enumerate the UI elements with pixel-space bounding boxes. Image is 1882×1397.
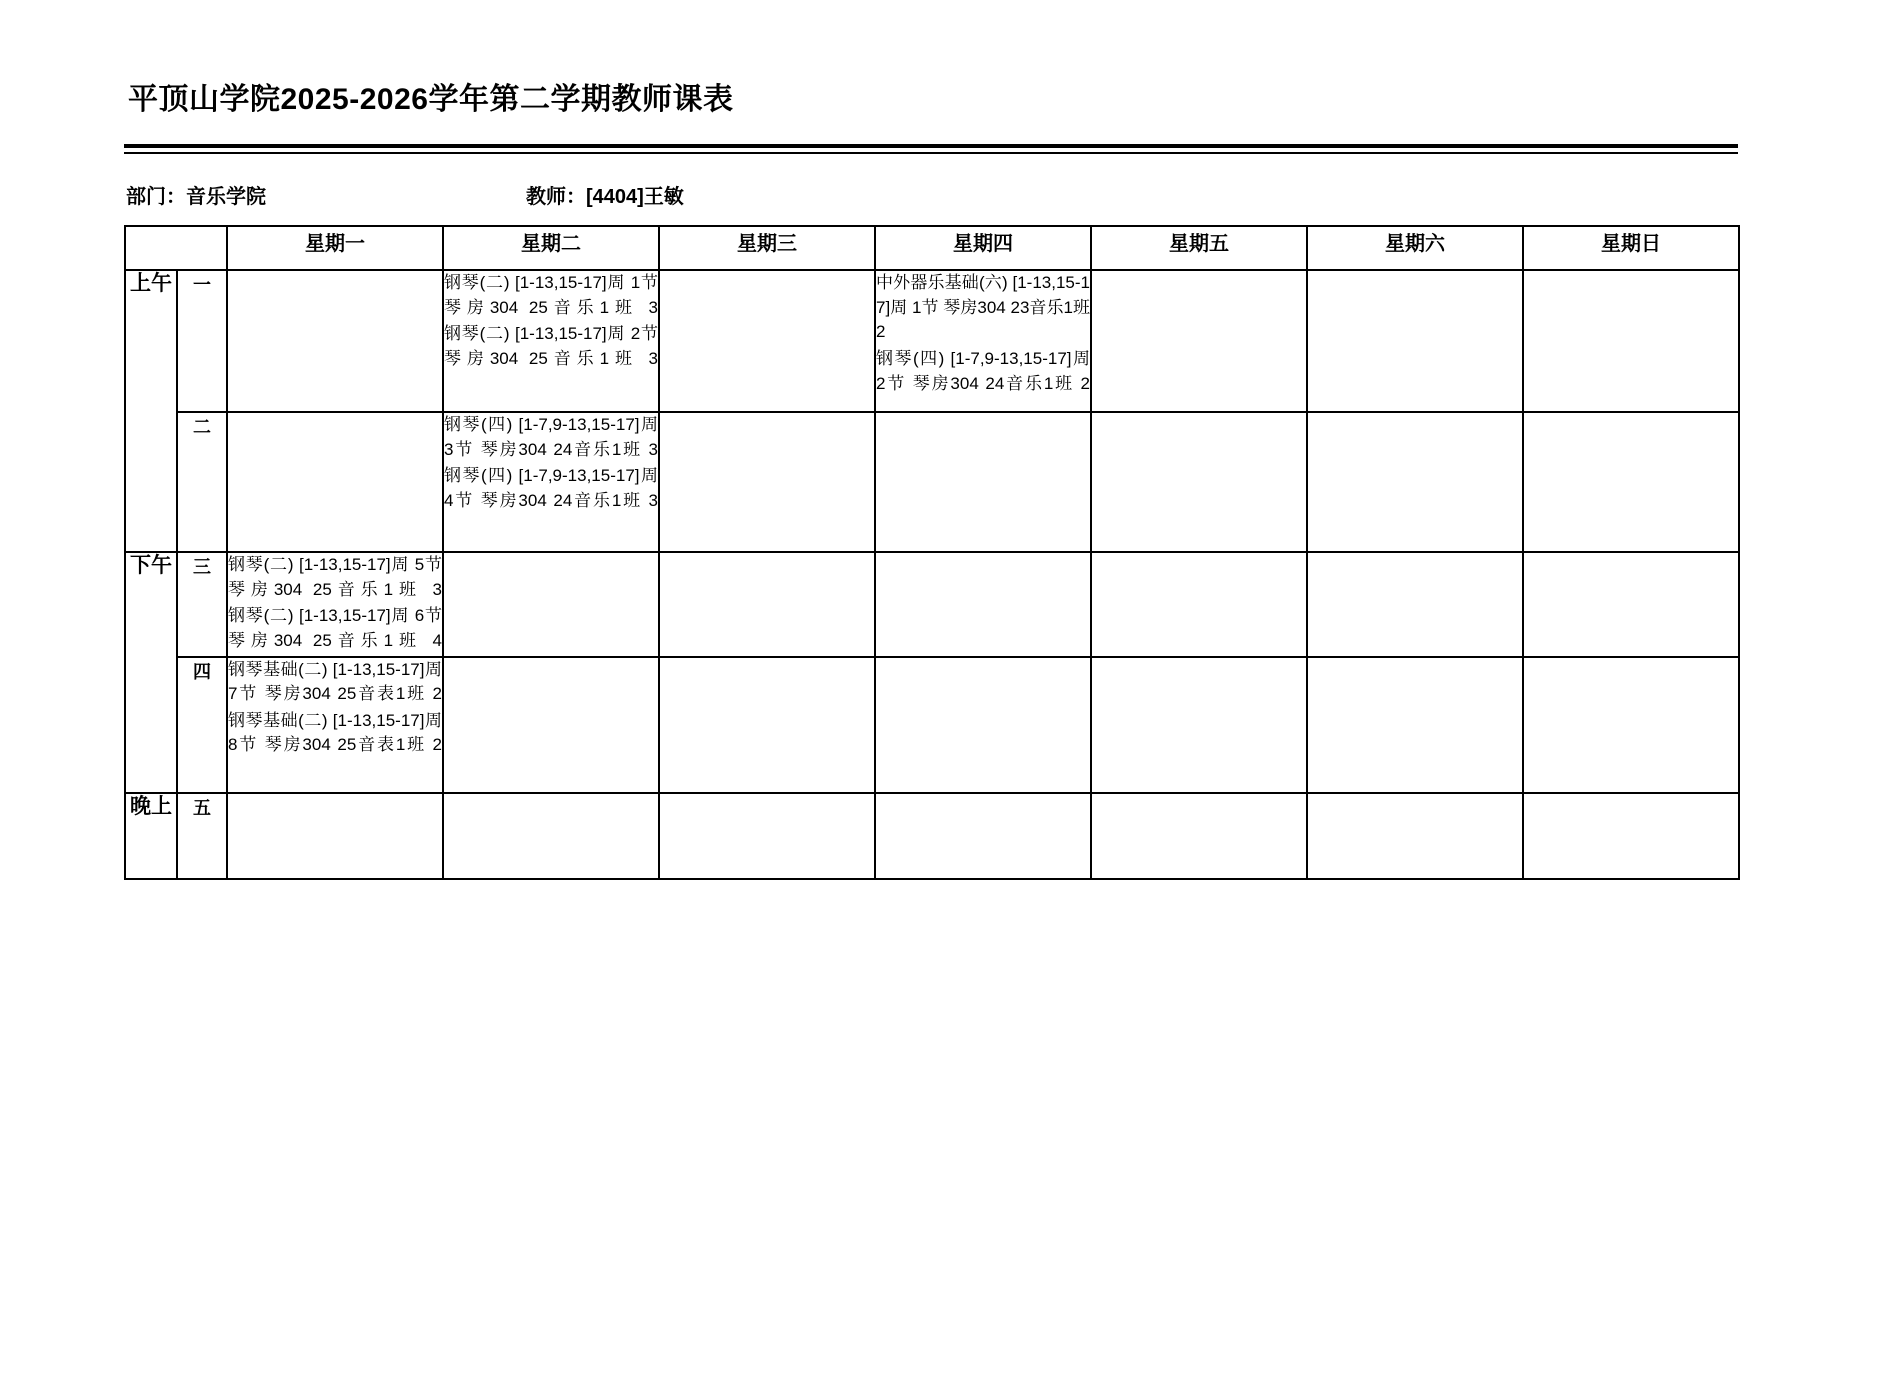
header-thursday: 星期四	[875, 226, 1091, 270]
course-entry: 钢琴(四) [1-7,9-13,15-17]周 4节 琴房304 24音乐1班 3	[444, 466, 658, 510]
cell-wed-1	[659, 270, 875, 412]
course-entry: 钢琴(二) [1-13,15-17]周 6节 琴房304 25音乐1班 4	[228, 606, 442, 650]
cell-wed-5	[659, 793, 875, 879]
cell-mon-1	[227, 270, 443, 412]
header-corner	[125, 226, 227, 270]
cell-sun-2	[1523, 412, 1739, 552]
cell-sun-5	[1523, 793, 1739, 879]
course-entry: 中外器乐基础(六) [1-13,15-17]周 1节 琴房304 23音乐1班 2	[876, 273, 1090, 342]
course-entry: 钢琴基础(二) [1-13,15-17]周 7节 琴房304 25音表1班 2	[228, 659, 442, 704]
header-monday: 星期一	[227, 226, 443, 270]
cell-mon-3	[227, 552, 443, 657]
cell-tue-2	[443, 412, 659, 552]
slot-label-5: 五	[177, 793, 227, 879]
cell-sat-1	[1307, 270, 1523, 412]
cell-fri-2	[1091, 412, 1307, 552]
schedule-table	[124, 225, 1740, 880]
course-entry: 钢琴基础(二) [1-13,15-17]周 8节 琴房304 25音表1班 2	[228, 710, 442, 755]
period-label-evening	[125, 793, 177, 879]
cell-thu-1	[875, 270, 1091, 412]
cell-thu-3	[875, 552, 1091, 657]
table-row	[125, 412, 1739, 552]
cell-wed-4	[659, 657, 875, 793]
cell-fri-5	[1091, 793, 1307, 879]
slot-label-3: 三	[177, 552, 227, 657]
divider-thin-line	[124, 152, 1738, 154]
table-row	[125, 657, 1739, 793]
cell-mon-4	[227, 657, 443, 793]
course-entry: 钢琴(二) [1-13,15-17]周 5节 琴房304 25音乐1班 3	[228, 555, 442, 599]
table-header-row	[125, 226, 1739, 270]
header-tuesday: 星期二	[443, 226, 659, 270]
table-row	[125, 270, 1739, 412]
teacher-label: 教师：	[526, 186, 586, 208]
cell-tue-1	[443, 270, 659, 412]
course-entry: 钢琴(二) [1-13,15-17]周 1节 琴房304 25音乐1班 3	[444, 273, 658, 317]
cell-sun-4	[1523, 657, 1739, 793]
cell-fri-1	[1091, 270, 1307, 412]
period-label-text: 上午	[130, 272, 172, 295]
course-entry: 钢琴(二) [1-13,15-17]周 2节 琴房304 25音乐1班 3	[444, 324, 658, 368]
course-entry: 钢琴(四) [1-7,9-13,15-17]周 2节 琴房304 24音乐1班 2	[876, 348, 1090, 393]
cell-sun-3	[1523, 552, 1739, 657]
department-value: 音乐学院	[186, 186, 266, 208]
cell-thu-5	[875, 793, 1091, 879]
cell-wed-2	[659, 412, 875, 552]
slot-label-1: 一	[177, 270, 227, 412]
table-row	[125, 552, 1739, 657]
period-label-text: 晚上	[130, 794, 172, 818]
meta-row	[126, 180, 1762, 209]
header-friday: 星期五	[1091, 226, 1307, 270]
header-saturday: 星期六	[1307, 226, 1523, 270]
period-label-morning	[125, 270, 177, 552]
course-entry: 钢琴(四) [1-7,9-13,15-17]周 3节 琴房304 24音乐1班 3	[444, 415, 658, 459]
teacher-value: [4404]王敏	[586, 186, 684, 208]
cell-thu-4	[875, 657, 1091, 793]
title-divider	[124, 144, 1738, 154]
department-field	[126, 180, 526, 209]
slot-label-4: 四	[177, 657, 227, 793]
department-label: 部门：	[126, 186, 186, 208]
table-row	[125, 793, 1739, 879]
cell-sat-3	[1307, 552, 1523, 657]
cell-sat-5	[1307, 793, 1523, 879]
period-label-afternoon	[125, 552, 177, 793]
period-label-text: 下午	[130, 554, 172, 577]
teacher-field	[526, 180, 1126, 209]
cell-tue-4	[443, 657, 659, 793]
cell-tue-5	[443, 793, 659, 879]
slot-label-2: 二	[177, 412, 227, 552]
cell-mon-5	[227, 793, 443, 879]
cell-fri-3	[1091, 552, 1307, 657]
cell-mon-2	[227, 412, 443, 552]
page-title: 平顶山学院2025-2026学年第二学期教师课表	[128, 83, 734, 116]
cell-sun-1	[1523, 270, 1739, 412]
cell-fri-4	[1091, 657, 1307, 793]
cell-sat-4	[1307, 657, 1523, 793]
cell-thu-2	[875, 412, 1091, 552]
cell-wed-3	[659, 552, 875, 657]
cell-tue-3	[443, 552, 659, 657]
header-wednesday: 星期三	[659, 226, 875, 270]
header-sunday: 星期日	[1523, 226, 1739, 270]
cell-sat-2	[1307, 412, 1523, 552]
